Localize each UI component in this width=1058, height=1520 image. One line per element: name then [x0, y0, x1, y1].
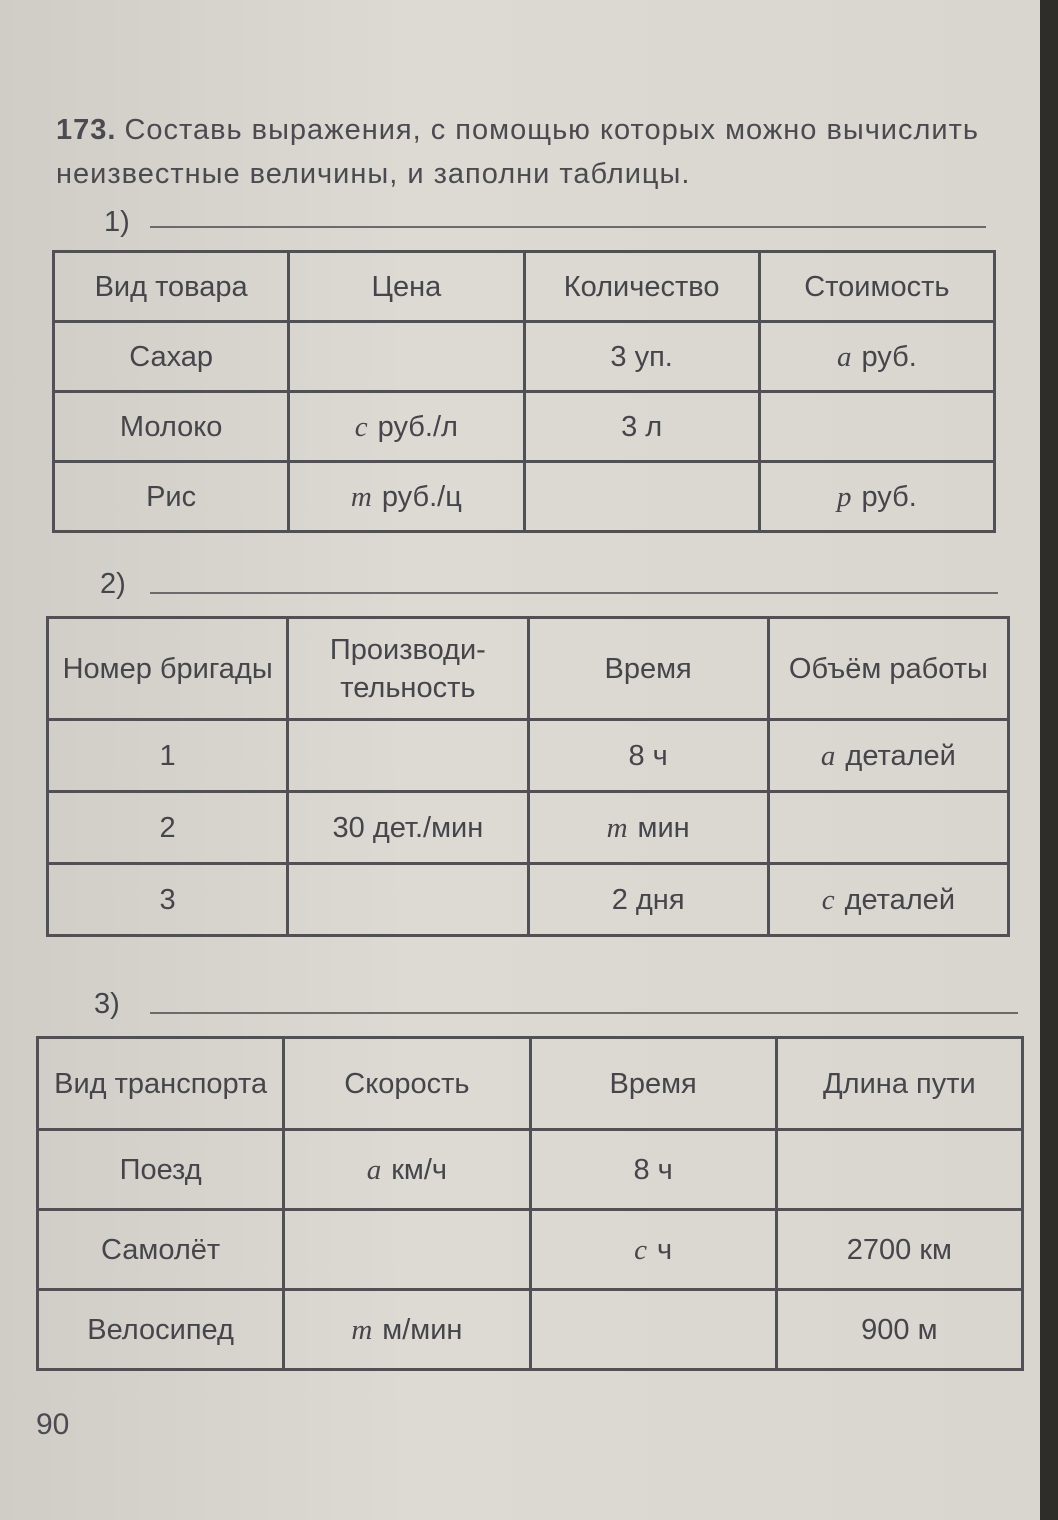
header-cell: Вид транспорта: [38, 1038, 284, 1130]
section-label-1: 1): [104, 206, 130, 238]
empty-answer-cell[interactable]: [524, 462, 759, 532]
table-brigades: [46, 616, 1010, 937]
cell-text: 3 уп.: [610, 340, 673, 373]
table-cell: [284, 1290, 530, 1370]
empty-answer-cell[interactable]: [289, 322, 524, 392]
table-cell: [776, 1290, 1022, 1370]
section-label-3: 3): [94, 988, 120, 1020]
header-cell: Время: [530, 1038, 776, 1130]
table-cell: [759, 322, 994, 392]
cell-text: Велосипед: [87, 1313, 234, 1346]
table-cell: [48, 792, 288, 864]
header-cell: Количество: [524, 252, 759, 322]
table-header-row: [38, 1038, 1023, 1130]
cell-text: 2 дня: [611, 883, 685, 916]
page-number: 90: [36, 1408, 70, 1441]
table-header-row: [54, 252, 995, 322]
variable-symbol: a: [836, 340, 852, 373]
header-cell: Длина пути: [776, 1038, 1022, 1130]
table-cell: [524, 322, 759, 392]
table-cell: [48, 864, 288, 936]
table-cell: [289, 462, 524, 532]
cell-text: деталей: [844, 883, 956, 916]
table-cell: [38, 1130, 284, 1210]
cell-text: ч: [657, 1233, 673, 1266]
cell-text: мин: [637, 811, 690, 844]
cell-text: Самолёт: [101, 1233, 221, 1266]
task-statement: [56, 108, 986, 196]
variable-symbol: a: [366, 1153, 382, 1186]
cell-text: 2700 км: [846, 1233, 952, 1266]
table-row: [54, 392, 995, 462]
table-cell: [288, 792, 528, 864]
table-cell: [289, 392, 524, 462]
table-cell: [524, 392, 759, 462]
cell-text: руб./ц: [381, 480, 462, 513]
variable-symbol: m: [606, 811, 628, 844]
table-cell: [54, 462, 289, 532]
variable-symbol: m: [350, 480, 372, 513]
section-label-2: 2): [100, 568, 126, 600]
empty-answer-cell[interactable]: [288, 864, 528, 936]
header-cell: Производи-тельность: [288, 618, 528, 720]
variable-symbol: c: [634, 1233, 647, 1266]
cell-text: Поезд: [119, 1153, 202, 1186]
table-cell: [528, 864, 768, 936]
empty-answer-cell[interactable]: [284, 1210, 530, 1290]
variable-symbol: a: [820, 739, 836, 772]
variable-symbol: m: [351, 1313, 373, 1346]
variable-symbol: c: [821, 883, 835, 916]
table-cell: [528, 792, 768, 864]
answer-line-3[interactable]: [150, 1012, 1018, 1014]
task-number: 173.: [56, 114, 117, 146]
table-cell: [54, 322, 289, 392]
header-cell: Цена: [289, 252, 524, 322]
table-row: [54, 322, 995, 392]
header-cell: Вид товара: [54, 252, 289, 322]
table-cell: [284, 1130, 530, 1210]
cell-text: 3: [159, 883, 176, 916]
table-cell: [530, 1210, 776, 1290]
table-cell: [528, 720, 768, 792]
cell-text: 900 м: [861, 1313, 938, 1346]
table-transport: [36, 1036, 1024, 1371]
variable-symbol: p: [836, 480, 852, 513]
table-goods: [52, 250, 996, 533]
table-row: [38, 1290, 1023, 1370]
cell-text: 1: [159, 739, 176, 772]
answer-line-1[interactable]: [150, 226, 986, 228]
table-row: [38, 1130, 1023, 1210]
header-cell: Номер бригады: [48, 618, 288, 720]
header-cell: Объём работы: [768, 618, 1008, 720]
cell-text: 8 ч: [633, 1153, 673, 1186]
header-cell: Стоимость: [759, 252, 994, 322]
desk-background: [1040, 0, 1058, 1520]
variable-symbol: c: [354, 410, 368, 443]
empty-answer-cell[interactable]: [530, 1290, 776, 1370]
table-cell: [38, 1290, 284, 1370]
table-row: [38, 1210, 1023, 1290]
cell-text: 30 дет./мин: [332, 811, 484, 844]
table-row: [48, 792, 1009, 864]
cell-text: 3 л: [621, 410, 663, 443]
header-cell: Скорость: [284, 1038, 530, 1130]
cell-text: руб./л: [377, 410, 458, 443]
table-cell: [38, 1210, 284, 1290]
cell-text: Рис: [146, 480, 197, 513]
cell-text: м/мин: [382, 1313, 463, 1346]
table-cell: [768, 720, 1008, 792]
empty-answer-cell[interactable]: [759, 392, 994, 462]
cell-text: руб.: [861, 340, 917, 373]
table-cell: [768, 864, 1008, 936]
table-cell: [530, 1130, 776, 1210]
empty-answer-cell[interactable]: [776, 1130, 1022, 1210]
table-cell: [776, 1210, 1022, 1290]
cell-text: 8 ч: [628, 739, 668, 772]
cell-text: деталей: [845, 739, 956, 772]
table-cell: [54, 392, 289, 462]
header-cell: Время: [528, 618, 768, 720]
answer-line-2[interactable]: [150, 592, 998, 594]
empty-answer-cell[interactable]: [288, 720, 528, 792]
cell-text: руб.: [861, 480, 917, 513]
table-row: [48, 720, 1009, 792]
cell-text: Сахар: [129, 340, 214, 373]
table-cell: [759, 462, 994, 532]
table-cell: [48, 720, 288, 792]
cell-text: Молоко: [119, 410, 223, 443]
table-header-row: [48, 618, 1009, 720]
cell-text: 2: [159, 811, 176, 844]
task-text: Составь выражения, с помощью которых можно вычислить неизвестные величины, и заполни таблицы.: [56, 114, 980, 190]
table-row: [54, 462, 995, 532]
empty-answer-cell[interactable]: [768, 792, 1008, 864]
cell-text: км/ч: [391, 1153, 448, 1186]
table-row: [48, 864, 1009, 936]
